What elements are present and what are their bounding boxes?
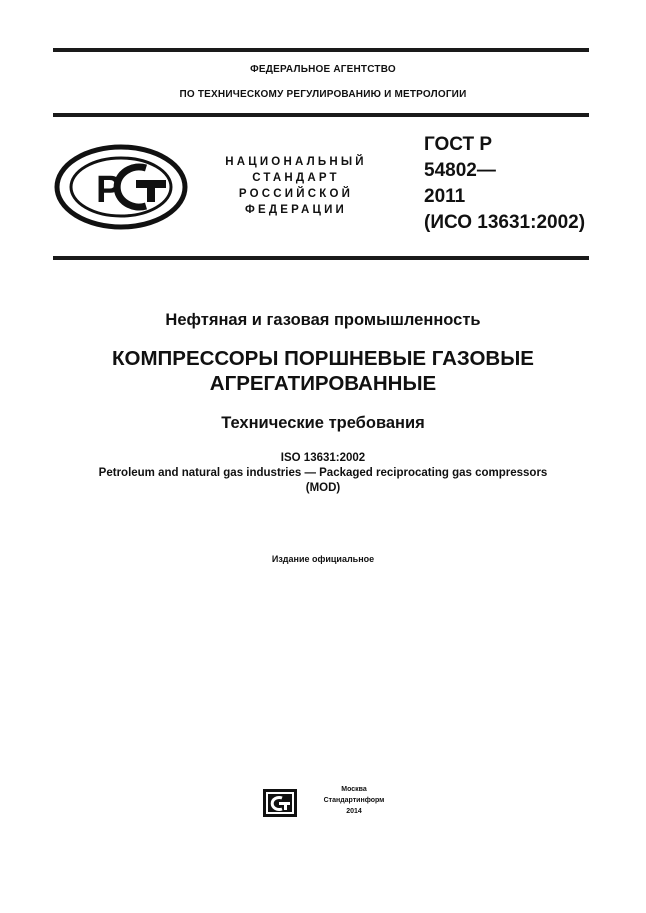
edition-label: Издание официальное <box>271 554 375 564</box>
designation-gost: ГОСТ Р <box>424 134 493 155</box>
svg-text:P: P <box>96 169 122 211</box>
agency-name-line1: ФЕДЕРАЛЬНОЕ АГЕНТСТВО <box>250 64 396 75</box>
designation-number: 54802— <box>424 160 496 181</box>
national-standard-line: ФЕДЕРАЦИИ <box>244 204 348 216</box>
publisher-year: 2014 <box>346 808 362 815</box>
document-title <box>0 346 646 396</box>
title-line: КОМПРЕССОРЫ ПОРШНЕВЫЕ ГАЗОВЫЕ <box>112 347 534 370</box>
top-rule <box>53 48 589 52</box>
title-line: АГРЕГАТИРОВАННЫЕ <box>209 372 437 395</box>
standartinform-logo-icon <box>262 788 298 818</box>
national-standard-line: НАЦИОНАЛЬНЫЙ <box>225 156 367 168</box>
publisher-imprint <box>262 784 402 824</box>
publisher-city: Москва <box>341 786 367 793</box>
national-standard-line: РОССИЙСКОЙ <box>238 188 354 200</box>
iso-title: Petroleum and natural gas industries — Packaged reciprocating gas compressors <box>98 467 548 479</box>
document-subtitle: Технические требования <box>221 414 425 432</box>
iso-reference <box>0 451 646 496</box>
national-standard-label <box>198 154 394 218</box>
iso-number: ISO 13631:2002 <box>280 452 366 464</box>
designation-iso: (ИСО 13631:2002) <box>424 212 586 233</box>
standard-designation <box>424 132 585 236</box>
designation-year: 2011 <box>424 186 466 207</box>
header-rule <box>53 113 589 117</box>
national-standard-line: СТАНДАРТ <box>252 172 340 184</box>
industry-heading: Нефтяная и газовая промышленность <box>165 311 481 329</box>
publisher-text <box>306 784 402 817</box>
header-bottom-rule <box>53 256 589 260</box>
agency-name-line2: ПО ТЕХНИЧЕСКОМУ РЕГУЛИРОВАНИЮ И МЕТРОЛОГИИ <box>179 89 467 100</box>
iso-modification: (MOD) <box>305 482 341 494</box>
publisher-name: Стандартинформ <box>323 797 385 804</box>
rst-emblem-icon <box>54 144 188 230</box>
